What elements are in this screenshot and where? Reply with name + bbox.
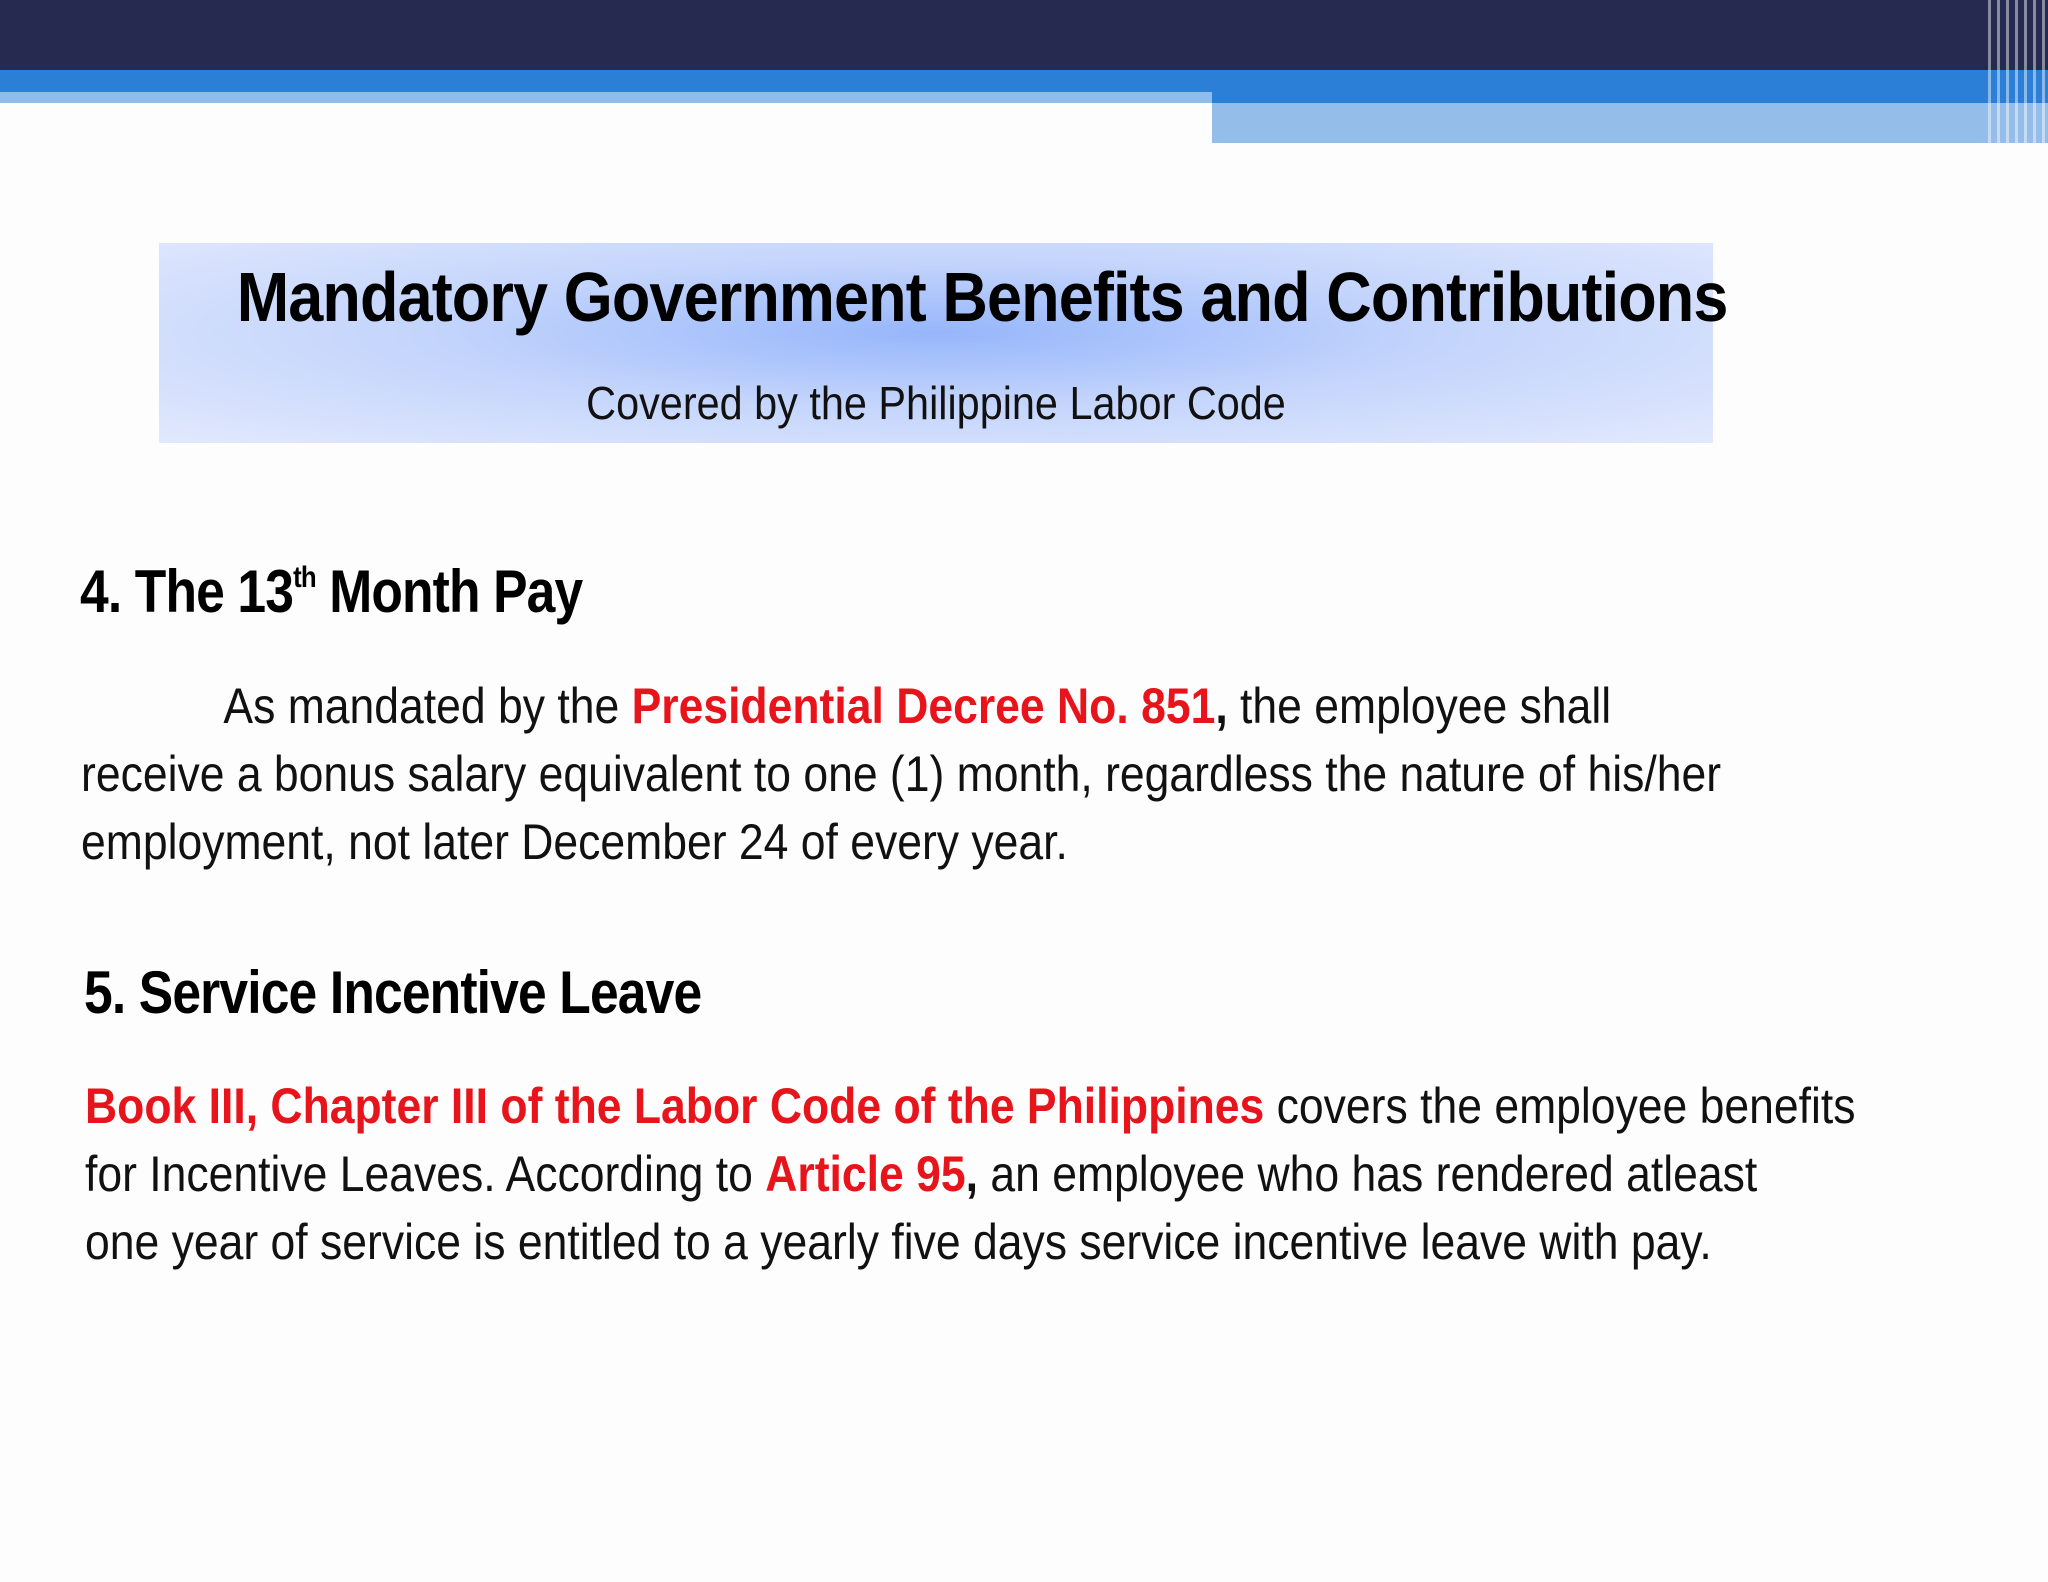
- section-4-line-2: receive a bonus salary equivalent to one (1) month, regardless the nature of his/her: [81, 746, 1722, 802]
- section-4-heading-superscript: th: [293, 561, 316, 594]
- section-5-line-2-comma: ,: [965, 1146, 979, 1202]
- section-4-line-1-comma: ,: [1215, 678, 1228, 734]
- section-4-line-3: employment, not later December 24 of every year.: [81, 814, 1068, 870]
- section-5-line-1-post: covers the employee benefits: [1264, 1078, 1856, 1134]
- presidential-decree-highlight: Presidential Decree No. 851: [631, 678, 1216, 734]
- article-95-highlight: Article 95: [765, 1146, 966, 1202]
- section-4-line-1: [81, 672, 1721, 740]
- header-light-bar-right: [1212, 103, 2048, 143]
- section-5-heading: 5. Service Incentive Leave: [84, 959, 702, 1026]
- section-4-heading-prefix: 4. The 13: [80, 558, 294, 625]
- section-4-heading: [80, 557, 582, 626]
- section-5-line-2-post: an employee who has rendered atleast: [978, 1146, 1758, 1202]
- header-light-bar-left: [0, 92, 1212, 103]
- slide-title: Mandatory Government Benefits and Contributions: [236, 258, 1728, 336]
- section-4-paragraph: [81, 672, 1721, 876]
- section-4-line-1-post: the employee shall: [1227, 678, 1612, 734]
- header-dark-bar: [0, 0, 2048, 70]
- section-5-line-3: one year of service is entitled to a yearly five days service incentive leave with pay.: [85, 1214, 1712, 1270]
- section-4-line-1-pre: As mandated by the: [223, 678, 632, 734]
- header-edge-stripes: [1988, 0, 2048, 143]
- section-5-line-2: [85, 1140, 1856, 1208]
- slide-subtitle: Covered by the Philippine Labor Code: [586, 377, 1286, 429]
- section-4-heading-suffix: Month Pay: [315, 558, 583, 625]
- section-5-paragraph: [85, 1072, 1856, 1276]
- section-5-line-1: [85, 1072, 1856, 1140]
- title-box: [159, 243, 1728, 443]
- section-5-line-2-pre: for Incentive Leaves. According to: [85, 1146, 766, 1202]
- labor-code-highlight: Book III, Chapter III of the Labor Code of the Philippines: [85, 1078, 1265, 1134]
